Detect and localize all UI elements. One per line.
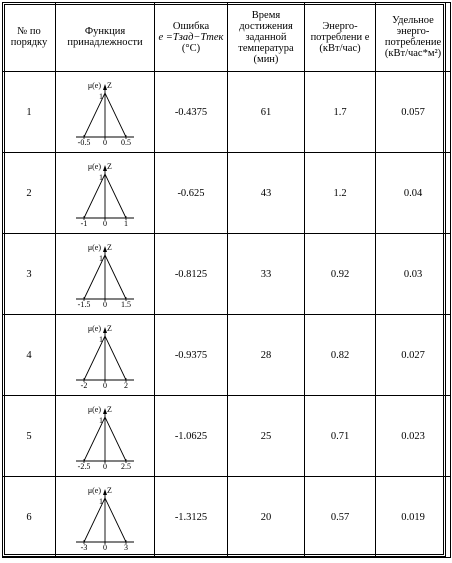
z-label: Z <box>107 486 112 495</box>
error-cell: -1.3125 <box>155 477 228 558</box>
table-row <box>3 477 451 558</box>
peak-label: 1 <box>99 335 103 344</box>
axis-zero-label: 0 <box>103 138 107 145</box>
axis-left-label: -3 <box>80 543 88 550</box>
peak-label: 1 <box>99 497 103 506</box>
specific-energy-cell: 0.057 <box>376 72 451 153</box>
table-row <box>3 315 451 396</box>
mu-label: μ(e) <box>87 324 101 333</box>
membership-function-plot <box>70 241 140 307</box>
row-number-cell: 5 <box>3 396 56 477</box>
membership-function-plot <box>70 160 140 226</box>
axis-right-label: 2 <box>124 381 128 388</box>
header-error <box>155 3 228 72</box>
membership-function-plot <box>70 484 140 550</box>
row-number-cell: 1 <box>3 72 56 153</box>
specific-energy-cell: 0.027 <box>376 315 451 396</box>
header-error-title: Ошибка <box>172 20 210 32</box>
membership-function-cell <box>56 396 155 477</box>
axis-zero-label: 0 <box>103 300 107 307</box>
z-label: Z <box>107 324 112 333</box>
axis-zero-label: 0 <box>103 219 107 226</box>
membership-function-cell <box>56 153 155 234</box>
axis-right-label: 3 <box>124 543 128 550</box>
membership-function-cell <box>56 72 155 153</box>
results-table <box>2 2 451 558</box>
axis-right-label: 2.5 <box>121 462 131 469</box>
error-cell: -0.625 <box>155 153 228 234</box>
header-error-unit: (°C) <box>181 42 201 54</box>
z-label: Z <box>107 81 112 90</box>
membership-function-cell <box>56 234 155 315</box>
energy-cell: 0.82 <box>305 315 376 396</box>
time-cell: 33 <box>228 234 305 315</box>
specific-energy-cell: 0.019 <box>376 477 451 558</box>
energy-cell: 0.71 <box>305 396 376 477</box>
table-row <box>3 234 451 315</box>
membership-function-plot <box>70 322 140 388</box>
error-cell: -0.4375 <box>155 72 228 153</box>
peak-label: 1 <box>99 416 103 425</box>
time-cell: 25 <box>228 396 305 477</box>
mu-label: μ(e) <box>87 486 101 495</box>
row-number-cell: 6 <box>3 477 56 558</box>
specific-energy-cell: 0.03 <box>376 234 451 315</box>
energy-cell: 1.7 <box>305 72 376 153</box>
row-number-cell: 4 <box>3 315 56 396</box>
specific-energy-cell: 0.04 <box>376 153 451 234</box>
mu-label: μ(e) <box>87 405 101 414</box>
z-label: Z <box>107 405 112 414</box>
table-row <box>3 72 451 153</box>
mu-label: μ(e) <box>87 162 101 171</box>
energy-cell: 0.92 <box>305 234 376 315</box>
time-cell: 28 <box>228 315 305 396</box>
axis-zero-label: 0 <box>103 543 107 550</box>
mu-label: μ(e) <box>87 81 101 90</box>
header-specific-energy: Удельное энерго-потребление (кВт/час*м²) <box>376 3 451 72</box>
membership-function-cell <box>56 477 155 558</box>
peak-label: 1 <box>99 173 103 182</box>
energy-cell: 0.57 <box>305 477 376 558</box>
table-body <box>3 72 451 558</box>
header-membership-function: Функция принадлежности <box>56 3 155 72</box>
axis-right-label: 1 <box>124 219 128 226</box>
mu-label: μ(e) <box>87 243 101 252</box>
header-number: № по порядку <box>3 3 56 72</box>
header-error-formula: e =Tзад−Tтек <box>158 31 224 43</box>
axis-left-label: -2.5 <box>77 462 91 469</box>
row-number-cell: 3 <box>3 234 56 315</box>
error-cell: -0.8125 <box>155 234 228 315</box>
error-cell: -1.0625 <box>155 396 228 477</box>
axis-left-label: -2 <box>80 381 88 388</box>
peak-label: 1 <box>99 254 103 263</box>
axis-right-label: 1.5 <box>121 300 131 307</box>
row-number-cell: 2 <box>3 153 56 234</box>
time-cell: 61 <box>228 72 305 153</box>
axis-left-label: -1.5 <box>77 300 91 307</box>
axis-zero-label: 0 <box>103 462 107 469</box>
z-label: Z <box>107 162 112 171</box>
header-time: Время достижения заданной температура (мин) <box>228 3 305 72</box>
error-cell: -0.9375 <box>155 315 228 396</box>
table-row <box>3 153 451 234</box>
header-energy: Энерго-потреблени е (кВт/час) <box>305 3 376 72</box>
axis-zero-label: 0 <box>103 381 107 388</box>
axis-left-label: -1 <box>80 219 88 226</box>
axis-left-label: -0.5 <box>77 138 91 145</box>
peak-label: 1 <box>99 92 103 101</box>
time-cell: 43 <box>228 153 305 234</box>
membership-function-plot <box>70 79 140 145</box>
membership-function-plot <box>70 403 140 469</box>
axis-right-label: 0.5 <box>121 138 131 145</box>
header-row <box>3 3 451 72</box>
table-row <box>3 396 451 477</box>
membership-function-cell <box>56 315 155 396</box>
specific-energy-cell: 0.023 <box>376 396 451 477</box>
time-cell: 20 <box>228 477 305 558</box>
energy-cell: 1.2 <box>305 153 376 234</box>
z-label: Z <box>107 243 112 252</box>
